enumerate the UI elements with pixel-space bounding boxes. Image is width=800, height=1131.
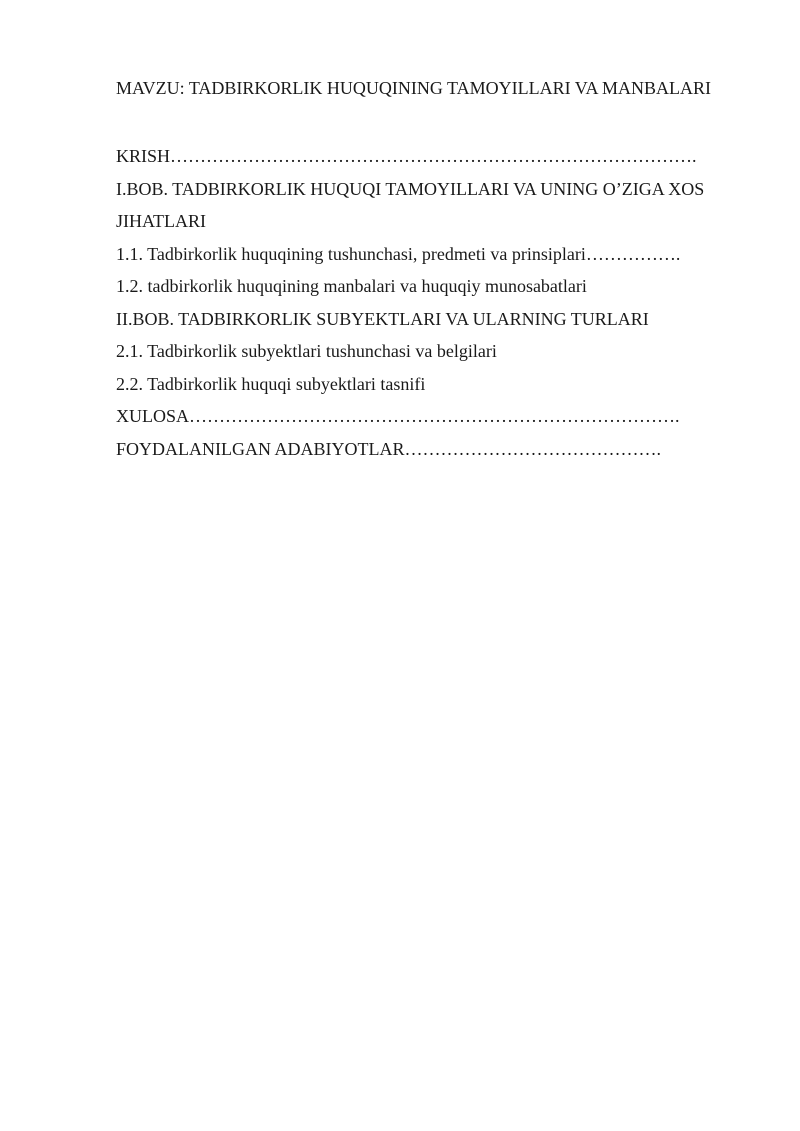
document-content xyxy=(116,74,756,465)
toc-item-section-2-2: 2.2. Tadbirkorlik huquqi subyektlari tasnifi xyxy=(116,373,426,394)
toc-item-chapter-1: I.BOB. TADBIRKORLIK HUQUQI TAMOYILLARI VA UNING O’ZIGA XOS JIHATLARI xyxy=(116,178,705,231)
toc-item-section-2-1: 2.1. Tadbirkorlik subyektlari tushunchasi va belgilari xyxy=(116,341,497,361)
document-title: MAVZU: TADBIRKORLIK HUQUQINING TAMOYILLARI VA MANBALARI xyxy=(116,78,711,98)
toc-item-conclusion: XULOSA………………………………………………………………………. xyxy=(116,406,680,426)
toc-item-section-1-1: 1.1. Tadbirkorlik huquqining tushunchasi, predmeti va prinsiplari……………. xyxy=(116,243,681,264)
toc-item-section-1-2: 1.2. tadbirkorlik huquqining manbalari va huquqiy munosabatlari xyxy=(116,276,587,296)
toc-item-references: FOYDALANILGAN ADABIYOTLAR……………………………………. xyxy=(116,438,661,459)
toc-item-chapter-2: II.BOB. TADBIRKORLIK SUBYEKTLARI VA ULARNING TURLARI xyxy=(116,308,649,329)
toc-item-introduction: KRISH……………………………………………………………………………. xyxy=(116,146,697,166)
table-of-contents xyxy=(116,140,756,465)
